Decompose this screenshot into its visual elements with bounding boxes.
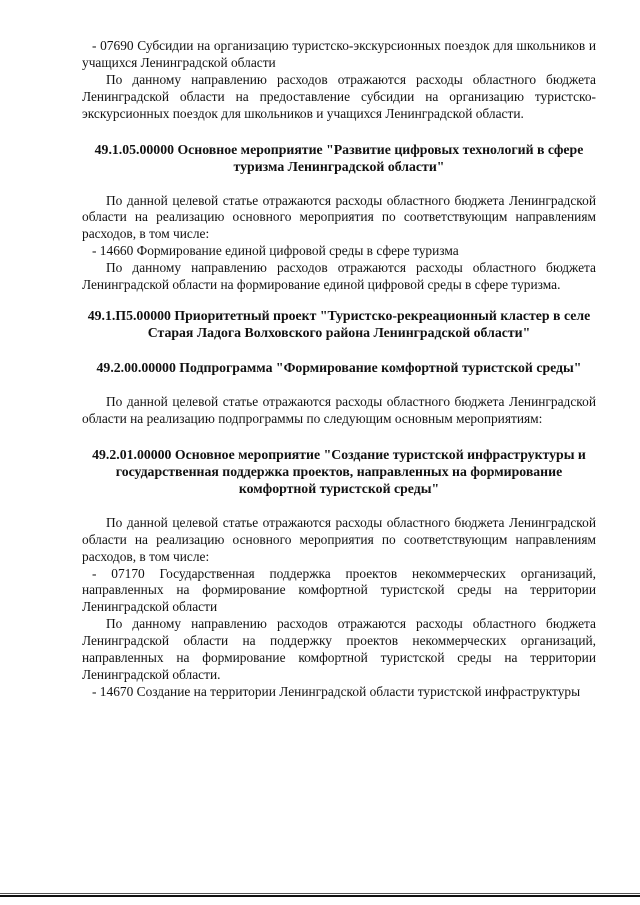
spacer	[82, 175, 596, 193]
spacer	[82, 294, 596, 307]
expense-code-item: - 07170 Государственная поддержка проектов некоммерческих организаций, направленных на формирование комфортной туристской среды на территории Ленинградской области	[82, 565, 596, 615]
spacer	[82, 123, 596, 141]
section-heading: 49.2.00.00000 Подпрограмма "Формирование комфортной туристской среды"	[96, 359, 582, 375]
spacer	[82, 428, 596, 446]
section-heading: 49.1.05.00000 Основное мероприятие "Развитие цифровых технологий в сфере туризма Ленинградской области"	[94, 141, 584, 174]
expense-code-item: - 14660 Формирование единой цифровой среды в сфере туризма	[92, 243, 459, 259]
paragraph: По данному направлению расходов отражаются расходы областного бюджета Ленинградской области на предоставление субсидии на организацию туристско-экскурсионных поездок для школьников и учащихся Ленинградской области.	[82, 71, 596, 121]
scan-edge-line	[0, 893, 640, 894]
section-heading: 49.2.01.00000 Основное мероприятие "Создание туристской инфраструктуры и государственная поддержка проектов, направленных на формирование комфортной туристской среды"	[92, 446, 586, 496]
paragraph: По данной целевой статье отражаются расходы областного бюджета Ленинградской области на реализацию подпрограммы по следующим основным мероприятиям:	[82, 393, 596, 426]
section-heading: 49.1.П5.00000 Приоритетный проект "Туристско-рекреационный кластер в селе Старая Ладога Волховского района Ленинградской области"	[87, 307, 591, 340]
spacer	[82, 341, 596, 359]
paragraph: По данному направлению расходов отражаются расходы областного бюджета Ленинградской области на поддержку проектов некоммерческих организаций, направленных на формирование комфортной туристской среды на территории Ленинградской области.	[82, 616, 596, 682]
paragraph: По данной целевой статье отражаются расходы областного бюджета Ленинградской области на реализацию основного мероприятия по соответствующим направлениям расходов, в том числе:	[82, 192, 596, 242]
expense-code-item: - 14670 Создание на территории Ленинградской области туристской инфраструктуры	[92, 683, 581, 699]
expense-code-item: - 07690 Субсидии на организацию туристско-экскурсионных поездок для школьников и учащихся Ленинградской области	[82, 38, 596, 70]
spacer	[82, 497, 596, 515]
paragraph: По данной целевой статье отражаются расходы областного бюджета Ленинградской области на реализацию основного мероприятия по соответствующим направлениям расходов, в том числе:	[82, 514, 596, 564]
document-page	[82, 38, 596, 701]
paragraph: По данному направлению расходов отражаются расходы областного бюджета Ленинградской области на формирование единой цифровой среды в сфере туризма.	[82, 260, 596, 293]
spacer	[82, 376, 596, 394]
scan-edge-line	[0, 895, 640, 897]
